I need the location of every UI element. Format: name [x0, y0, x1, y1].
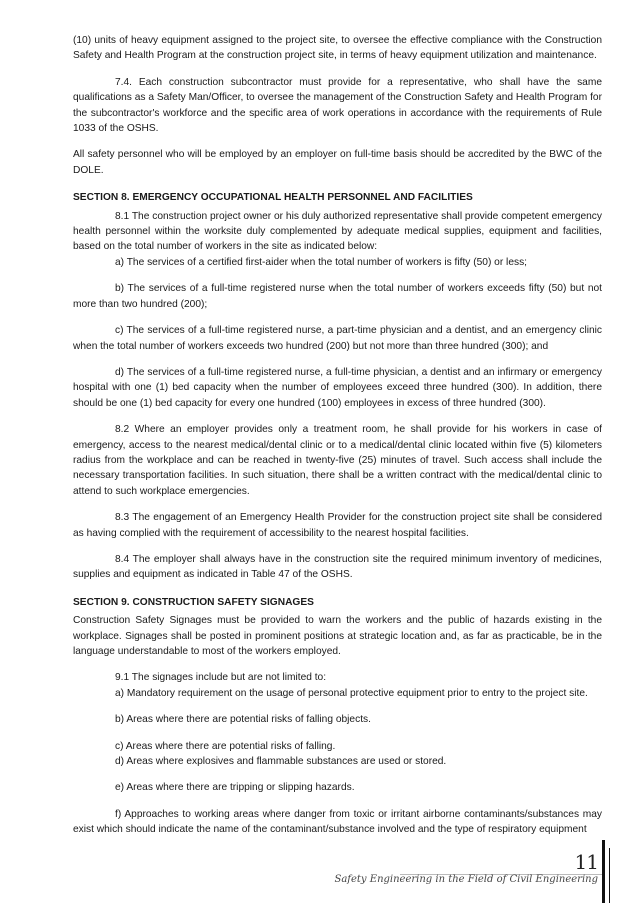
page-footer: [334, 852, 598, 885]
section-8-1-b: b) The services of a full-time registered nurse when the total number of workers exceeds fifty (50) but not more than two hundred (200);: [73, 283, 602, 310]
footer-bar-thick: [602, 840, 605, 903]
section-8-3: 8.3 The engagement of an Emergency Health Provider for the construction project site shall be considered as having complied with the requirement of accessibility to the nearest hospital facilities.: [73, 512, 602, 539]
section-8-1-a: a) The services of a certified first-aider when the total number of workers is fifty (50) or less;: [115, 256, 527, 268]
section-9-1-e: e) Areas where there are tripping or slipping hazards.: [115, 782, 355, 794]
intro-paragraph-7-4: 7.4. Each construction subcontractor must provide for a representative, who shall have the same qualifications as a Safety Man/Officer, to oversee the management of the Construction Safety and Health Program for the subcontractor's workforce and the specific area of work operations in accordance with the requirements of Rule 1033 of the OSHS.: [73, 76, 602, 135]
section-8-heading: SECTION 8. EMERGENCY OCCUPATIONAL HEALTH PERSONNEL AND FACILITIES: [73, 192, 473, 204]
section-9-1-a: a) Mandatory requirement on the usage of personal protective equipment prior to entry to the project site.: [115, 687, 588, 699]
section-9-1-f: f) Approaches to working areas where danger from toxic or irritant airborne contaminants/substances may exist which should indicate the name of the contaminant/substance involved and the type of respiratory equipment: [73, 808, 602, 836]
section-9-heading: SECTION 9. CONSTRUCTION SAFETY SIGNAGES: [73, 596, 314, 608]
section-9-1-c: c) Areas where there are potential risks of falling.: [115, 740, 336, 752]
footer-bar-thin: [609, 848, 610, 903]
section-9-1: 9.1 The signages include but are not limited to:: [115, 672, 327, 684]
intro-paragraph-1: (10) units of heavy equipment assigned to the project site, to oversee the effective compliance with the Construction Safety and Health Program at the construction project site, in terms of heavy equipment utilization and maintenance.: [73, 35, 602, 62]
document-page: [73, 33, 602, 838]
section-9-1-d: d) Areas where explosives and flammable substances are used or stored.: [115, 756, 447, 768]
section-8-2: 8.2 Where an employer provides only a treatment room, he shall provide for his workers in case of emergency, access to the nearest medical/dental clinic or to a medical/dental clinic located within five (5) kilometers radius from the workplace and can be reached in twenty-five (25) minutes of travel. Such access shall include the necessary transportation facilities. In such situation, there shall be a written contract with the medical/dental clinic to attend to such workplace emergencies.: [73, 424, 602, 497]
section-9-intro: Construction Safety Signages must be provided to warn the workers and the public of hazards existing in the workplace. Signages shall be posted in prominent positions at strategic location and, as far as practicable, be in the language understandable to most of the workers employed.: [73, 615, 602, 657]
section-8-1-d: d) The services of a full-time registered nurse, a full-time physician, a dentist and an infirmary or emergency hospital with one (1) bed capacity when the number of employees exceed three hundred (300). In addition, there should be one (1) bed capacity for every one hundred (100) employees in excess of three hundred (300).: [73, 366, 602, 409]
intro-paragraph-accreditation: All safety personnel who will be employed by an employer on full-time basis should be accredited by the BWC of the DOLE.: [73, 149, 602, 176]
page-number: 11: [574, 850, 598, 874]
section-8-1: 8.1 The construction project owner or his duly authorized representative shall provide competent emergency health personnel within the worksite duly complemented by adequate medical supplies, equipment and facilities, based on the total number of workers in the site as indicated below:: [73, 210, 602, 253]
section-8-4: 8.4 The employer shall always have in the construction site the required minimum inventory of medicines, supplies and equipment as indicated in Table 47 of the OSHS.: [73, 553, 602, 581]
footer-title: Safety Engineering in the Field of Civil Engineering: [334, 874, 598, 885]
section-9-1-b: b) Areas where there are potential risks of falling objects.: [115, 714, 371, 726]
section-8-1-c: c) The services of a full-time registered nurse, a part-time physician and a dentist, and an emergency clinic when the total number of workers exceeds two hundred (200) but not more than three hundred (300); and: [73, 325, 602, 352]
